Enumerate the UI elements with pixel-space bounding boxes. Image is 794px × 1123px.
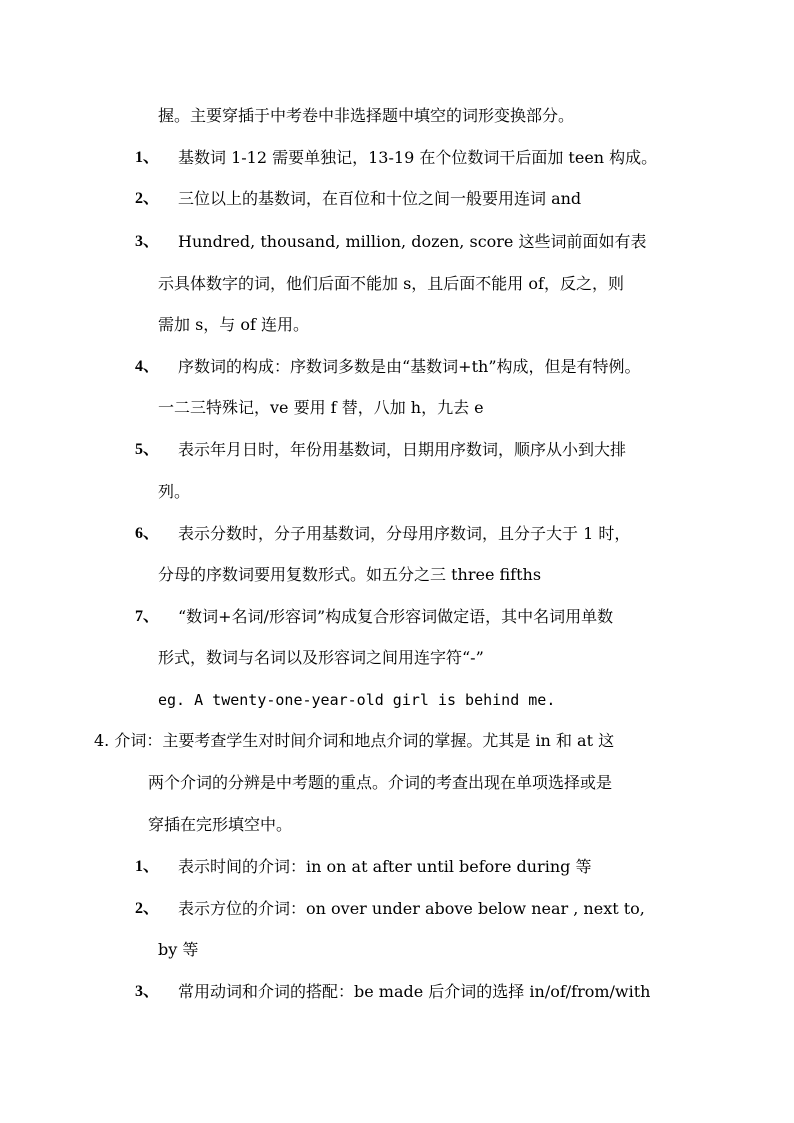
item-number: 5、 [135, 441, 160, 458]
item-text: 需加 s，与 of 连用。 [158, 315, 310, 334]
item-text: 常用动词和介词的搭配：be made 后介词的选择 in/of/from/with [178, 982, 651, 1001]
item-number: 1、 [135, 149, 160, 166]
item-number: 2、 [135, 900, 160, 917]
item-text: 示具体数字的词，他们后面不能加 s，且后面不能用 of，反之，则 [158, 274, 624, 293]
item-number: 2、 [135, 190, 160, 207]
item-text: 三位以上的基数词，在百位和十位之间一般要用连词 and [178, 189, 582, 208]
section-text: 穿插在完形填空中。 [148, 815, 293, 834]
item-text: 表示方位的介词：on over under above below near , next to, [178, 899, 645, 918]
item-text: 一二三特殊记，ve 要用 f 替，八加 h，九去 e [158, 398, 484, 417]
item-text: 表示年月日时，年份用基数词，日期用序数词，顺序从小到大排 [178, 440, 627, 459]
item-number: 3、 [135, 983, 160, 1000]
section-text: 两个介词的分辨是中考题的重点。介词的考查出现在单项选择或是 [148, 773, 613, 792]
item-text: 分母的序数词要用复数形式。如五分之三 three fifths [158, 565, 542, 584]
item-number: 4、 [135, 358, 160, 375]
item-text: 基数词 1-12 需要单独记，13-19 在个位数词干后面加 teen 构成。 [178, 148, 658, 167]
item-number: 6、 [135, 525, 160, 542]
item-number: 7、 [135, 608, 160, 625]
item-number: 1、 [135, 858, 160, 875]
item-text: 列。 [158, 482, 191, 501]
item-text: 形式，数词与名词以及形容词之间用连字符“-” [158, 648, 484, 667]
example-sentence: eg. A twenty-one-year-old girl is behind me. [158, 691, 556, 709]
section-heading: 4. 介词：主要考查学生对时间介词和地点介词的掌握。尤其是 in 和 at 这 [94, 731, 615, 750]
item-text: Hundred, thousand, million, dozen, score 这些词前面如有表 [178, 232, 647, 251]
item-text: by 等 [158, 940, 199, 959]
item-text: “数词+名词/形容词”构成复合形容词做定语，其中名词用单数 [178, 607, 614, 626]
item-text: 表示分数时，分子用基数词，分母用序数词，且分子大于 1 时， [178, 524, 631, 543]
item-text: 表示时间的介词：in on at after until before during 等 [178, 857, 592, 876]
intro-line: 握。主要穿插于中考卷中非选择题中填空的词形变换部分。 [158, 106, 575, 125]
item-number: 3、 [135, 233, 160, 250]
item-text: 序数词的构成：序数词多数是由“基数词+th”构成，但是有特例。 [178, 357, 641, 376]
